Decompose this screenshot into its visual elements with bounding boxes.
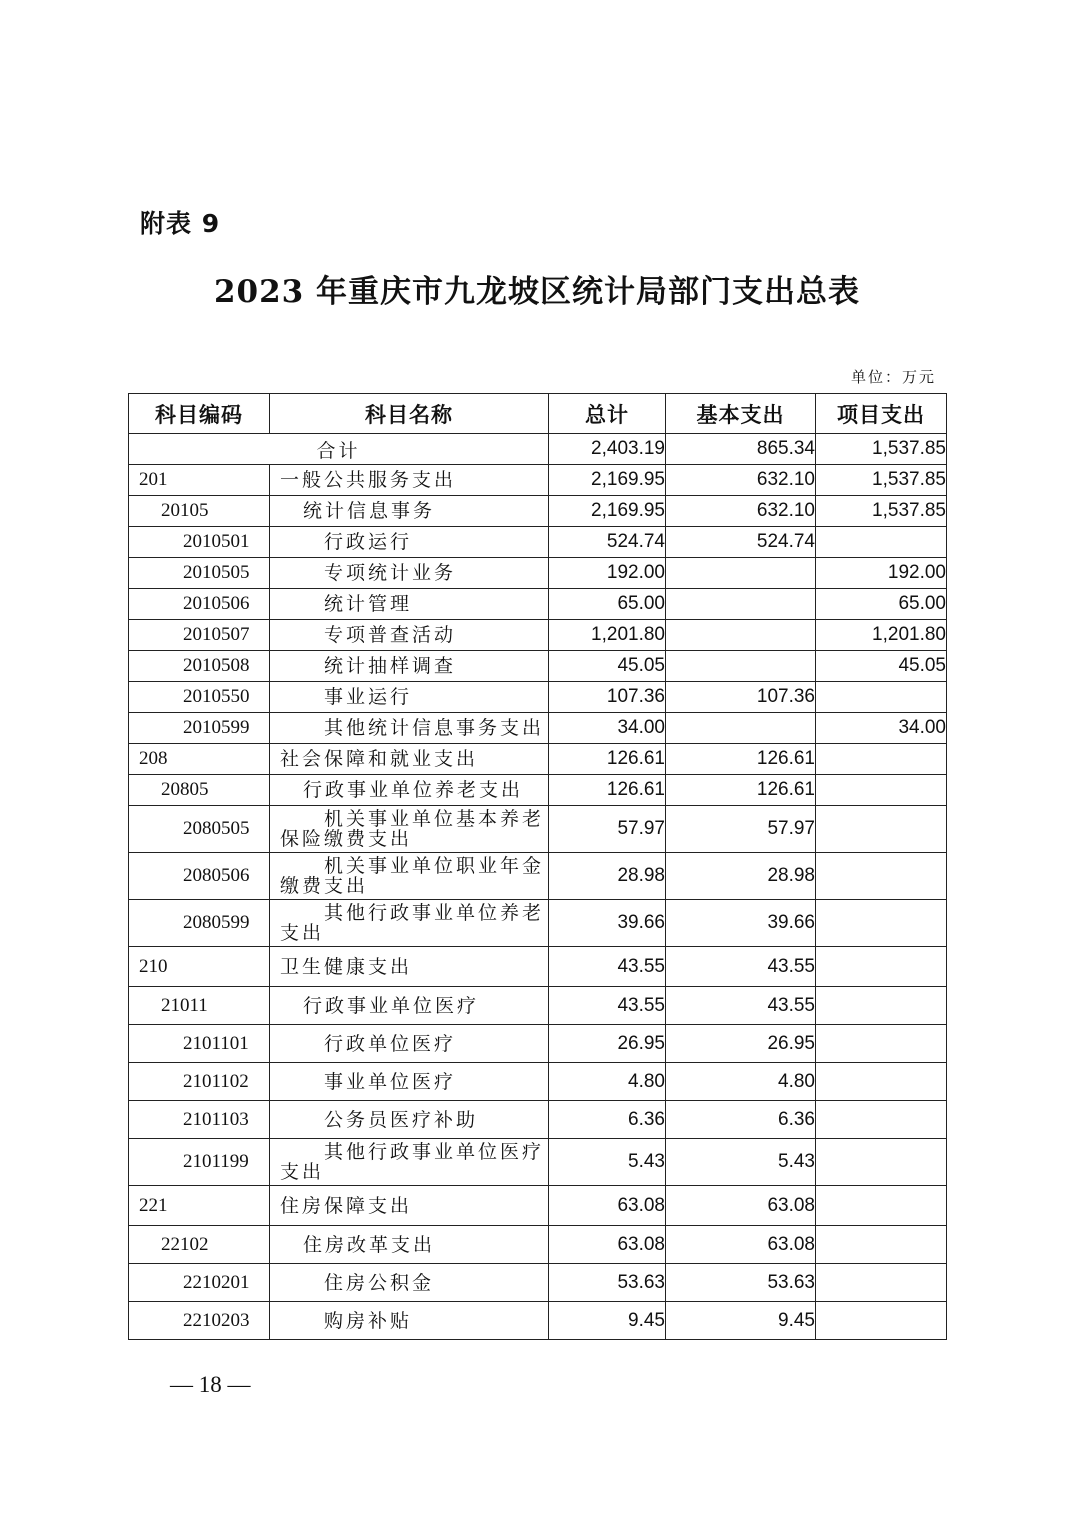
total-cell: 5.43 bbox=[549, 1139, 666, 1186]
basic-cell bbox=[666, 651, 816, 682]
code-cell: 2210201 bbox=[129, 1264, 270, 1302]
expenditure-table bbox=[128, 393, 947, 1340]
code-cell: 2101102 bbox=[129, 1063, 270, 1101]
name-cell bbox=[270, 853, 549, 900]
name-cell: 统计抽样调查 bbox=[270, 651, 549, 682]
basic-cell: 5.43 bbox=[666, 1139, 816, 1186]
code-cell: 2101103 bbox=[129, 1101, 270, 1139]
total-cell: 524.74 bbox=[549, 527, 666, 558]
total-cell: 39.66 bbox=[549, 900, 666, 947]
project-cell bbox=[816, 900, 947, 947]
code-cell: 20105 bbox=[129, 496, 270, 527]
code-cell: 2010507 bbox=[129, 620, 270, 651]
code-cell: 20805 bbox=[129, 775, 270, 806]
project-cell bbox=[816, 1139, 947, 1186]
total-cell: 43.55 bbox=[549, 947, 666, 987]
project-cell: 65.00 bbox=[816, 589, 947, 620]
name-cell: 事业单位医疗 bbox=[270, 1063, 549, 1101]
name-line-2: 缴费支出 bbox=[280, 875, 369, 897]
code-cell: 22102 bbox=[129, 1226, 270, 1264]
total-cell: 28.98 bbox=[549, 853, 666, 900]
appendix-label: 附表 9 bbox=[140, 209, 221, 238]
total-cell: 1,201.80 bbox=[549, 620, 666, 651]
table-header-row bbox=[129, 394, 947, 434]
total-cell: 53.63 bbox=[549, 1264, 666, 1302]
code-cell: 221 bbox=[129, 1186, 270, 1226]
code-cell: 2010506 bbox=[129, 589, 270, 620]
page-number: — 18 — bbox=[170, 1372, 251, 1397]
table-row bbox=[129, 744, 947, 775]
col-header-project: 项目支出 bbox=[816, 394, 947, 434]
name-cell: 事业运行 bbox=[270, 682, 549, 713]
table-row bbox=[129, 527, 947, 558]
basic-cell bbox=[666, 620, 816, 651]
basic-cell: 865.34 bbox=[666, 434, 816, 465]
table-row bbox=[129, 1025, 947, 1063]
basic-cell: 26.95 bbox=[666, 1025, 816, 1063]
basic-cell: 9.45 bbox=[666, 1302, 816, 1340]
table-row bbox=[129, 496, 947, 527]
total-cell: 6.36 bbox=[549, 1101, 666, 1139]
name-cell: 住房保障支出 bbox=[270, 1186, 549, 1226]
basic-cell: 43.55 bbox=[666, 947, 816, 987]
name-line-1: 其他行政事业单位养老 bbox=[324, 902, 545, 924]
col-header-code: 科目编码 bbox=[129, 394, 270, 434]
table-row bbox=[129, 1264, 947, 1302]
project-cell: 34.00 bbox=[816, 713, 947, 744]
code-cell: 2080599 bbox=[129, 900, 270, 947]
code-cell: 2010599 bbox=[129, 713, 270, 744]
project-cell bbox=[816, 1063, 947, 1101]
project-cell bbox=[816, 853, 947, 900]
name-cell: 统计管理 bbox=[270, 589, 549, 620]
name-line-2: 支出 bbox=[280, 922, 325, 944]
project-cell: 1,537.85 bbox=[816, 496, 947, 527]
total-row bbox=[129, 434, 947, 465]
name-line-2: 支出 bbox=[280, 1161, 325, 1183]
name-cell: 卫生健康支出 bbox=[270, 947, 549, 987]
name-line-1: 机关事业单位基本养老 bbox=[324, 808, 545, 830]
col-header-basic: 基本支出 bbox=[666, 394, 816, 434]
code-cell: 2010550 bbox=[129, 682, 270, 713]
project-cell bbox=[816, 527, 947, 558]
basic-cell: 632.10 bbox=[666, 465, 816, 496]
project-cell: 45.05 bbox=[816, 651, 947, 682]
code-cell: 2080505 bbox=[129, 806, 270, 853]
table-row bbox=[129, 987, 947, 1025]
name-cell bbox=[270, 1139, 549, 1186]
name-cell: 社会保障和就业支出 bbox=[270, 744, 549, 775]
basic-cell: 39.66 bbox=[666, 900, 816, 947]
table-row bbox=[129, 1139, 947, 1186]
total-cell: 2,169.95 bbox=[549, 496, 666, 527]
name-cell: 住房改革支出 bbox=[270, 1226, 549, 1264]
basic-cell: 126.61 bbox=[666, 744, 816, 775]
total-cell: 45.05 bbox=[549, 651, 666, 682]
total-cell: 57.97 bbox=[549, 806, 666, 853]
name-cell: 行政事业单位养老支出 bbox=[270, 775, 549, 806]
code-cell: 2010501 bbox=[129, 527, 270, 558]
basic-cell: 28.98 bbox=[666, 853, 816, 900]
project-cell: 1,537.85 bbox=[816, 434, 947, 465]
project-cell bbox=[816, 806, 947, 853]
code-cell: 210 bbox=[129, 947, 270, 987]
basic-cell bbox=[666, 713, 816, 744]
table-row bbox=[129, 713, 947, 744]
total-cell: 4.80 bbox=[549, 1063, 666, 1101]
basic-cell: 126.61 bbox=[666, 775, 816, 806]
basic-cell: 524.74 bbox=[666, 527, 816, 558]
name-cell: 行政单位医疗 bbox=[270, 1025, 549, 1063]
total-cell: 63.08 bbox=[549, 1226, 666, 1264]
table-row bbox=[129, 806, 947, 853]
name-cell: 其他统计信息事务支出 bbox=[270, 713, 549, 744]
col-header-total: 总计 bbox=[549, 394, 666, 434]
project-cell bbox=[816, 775, 947, 806]
total-cell: 2,169.95 bbox=[549, 465, 666, 496]
table-row bbox=[129, 1063, 947, 1101]
name-line-1: 其他行政事业单位医疗 bbox=[324, 1141, 545, 1163]
project-cell bbox=[816, 744, 947, 775]
col-header-name: 科目名称 bbox=[270, 394, 549, 434]
table-row bbox=[129, 1101, 947, 1139]
basic-cell: 4.80 bbox=[666, 1063, 816, 1101]
total-cell: 126.61 bbox=[549, 744, 666, 775]
project-cell bbox=[816, 987, 947, 1025]
name-cell: 专项统计业务 bbox=[270, 558, 549, 589]
project-cell bbox=[816, 1025, 947, 1063]
total-cell: 63.08 bbox=[549, 1186, 666, 1226]
basic-cell: 6.36 bbox=[666, 1101, 816, 1139]
project-cell bbox=[816, 1264, 947, 1302]
table-row bbox=[129, 651, 947, 682]
code-cell: 2080506 bbox=[129, 853, 270, 900]
total-cell: 126.61 bbox=[549, 775, 666, 806]
basic-cell bbox=[666, 558, 816, 589]
table-row bbox=[129, 947, 947, 987]
name-cell: 公务员医疗补助 bbox=[270, 1101, 549, 1139]
project-cell bbox=[816, 1302, 947, 1340]
project-cell bbox=[816, 1101, 947, 1139]
code-cell: 2010508 bbox=[129, 651, 270, 682]
name-cell: 一般公共服务支出 bbox=[270, 465, 549, 496]
table-row bbox=[129, 1302, 947, 1340]
total-cell: 192.00 bbox=[549, 558, 666, 589]
table-row bbox=[129, 558, 947, 589]
basic-cell: 107.36 bbox=[666, 682, 816, 713]
project-cell: 192.00 bbox=[816, 558, 947, 589]
project-cell: 1,537.85 bbox=[816, 465, 947, 496]
code-cell: 2101199 bbox=[129, 1139, 270, 1186]
project-cell bbox=[816, 1186, 947, 1226]
table-row bbox=[129, 465, 947, 496]
name-cell: 购房补贴 bbox=[270, 1302, 549, 1340]
total-cell: 9.45 bbox=[549, 1302, 666, 1340]
name-cell: 行政运行 bbox=[270, 527, 549, 558]
name-cell bbox=[270, 806, 549, 853]
name-cell: 统计信息事务 bbox=[270, 496, 549, 527]
basic-cell: 63.08 bbox=[666, 1226, 816, 1264]
code-cell: 2101101 bbox=[129, 1025, 270, 1063]
table-row bbox=[129, 1186, 947, 1226]
table-row bbox=[129, 853, 947, 900]
code-cell: 2010505 bbox=[129, 558, 270, 589]
table-row bbox=[129, 900, 947, 947]
name-line-1: 机关事业单位职业年金 bbox=[324, 855, 545, 877]
basic-cell: 57.97 bbox=[666, 806, 816, 853]
total-cell: 26.95 bbox=[549, 1025, 666, 1063]
name-line-2: 保险缴费支出 bbox=[280, 828, 413, 850]
project-cell: 1,201.80 bbox=[816, 620, 947, 651]
total-cell: 107.36 bbox=[549, 682, 666, 713]
code-cell: 208 bbox=[129, 744, 270, 775]
table-row bbox=[129, 620, 947, 651]
code-cell: 21011 bbox=[129, 987, 270, 1025]
name-cell: 行政事业单位医疗 bbox=[270, 987, 549, 1025]
table-row bbox=[129, 775, 947, 806]
name-cell: 专项普查活动 bbox=[270, 620, 549, 651]
total-cell: 34.00 bbox=[549, 713, 666, 744]
basic-cell bbox=[666, 589, 816, 620]
name-cell bbox=[270, 900, 549, 947]
page-title: 2023 年重庆市九龙坡区统计局部门支出总表 bbox=[213, 274, 861, 310]
table-row bbox=[129, 682, 947, 713]
basic-cell: 53.63 bbox=[666, 1264, 816, 1302]
table-row bbox=[129, 589, 947, 620]
unit-label: 单位：万元 bbox=[850, 368, 936, 386]
total-cell: 43.55 bbox=[549, 987, 666, 1025]
project-cell bbox=[816, 1226, 947, 1264]
basic-cell: 632.10 bbox=[666, 496, 816, 527]
table-row bbox=[129, 1226, 947, 1264]
code-cell: 201 bbox=[129, 465, 270, 496]
code-cell: 2210203 bbox=[129, 1302, 270, 1340]
name-cell: 住房公积金 bbox=[270, 1264, 549, 1302]
basic-cell: 63.08 bbox=[666, 1186, 816, 1226]
total-label: 合计 bbox=[129, 434, 549, 465]
total-cell: 65.00 bbox=[549, 589, 666, 620]
project-cell bbox=[816, 947, 947, 987]
basic-cell: 43.55 bbox=[666, 987, 816, 1025]
total-cell: 2,403.19 bbox=[549, 434, 666, 465]
project-cell bbox=[816, 682, 947, 713]
